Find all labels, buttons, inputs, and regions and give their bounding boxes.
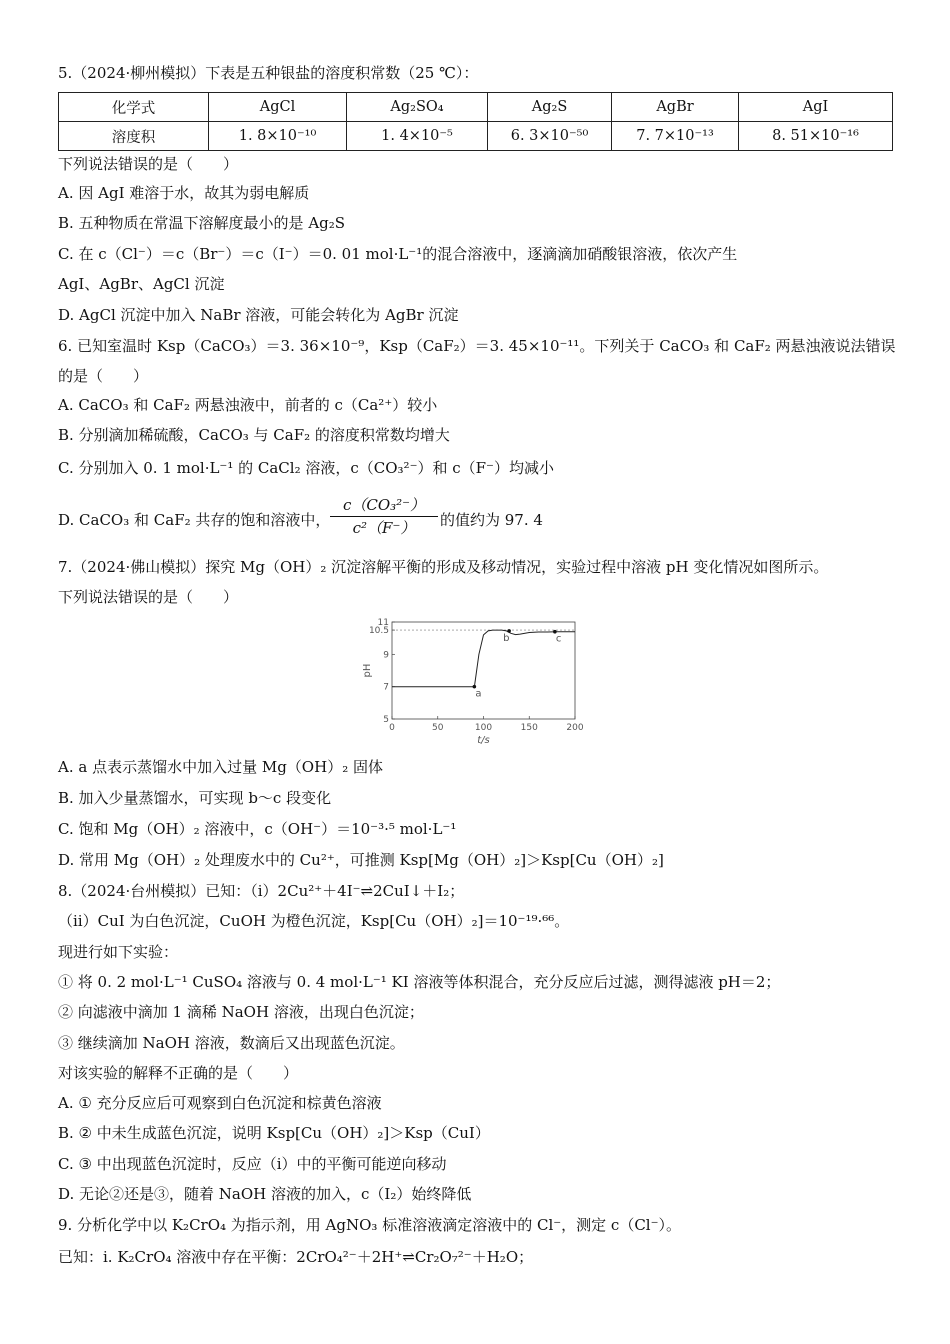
table-row bbox=[59, 122, 893, 151]
point-label-b: b bbox=[503, 632, 510, 644]
q7-option-b: B. 加入少量蒸馏水，可实现 b～c 段变化 bbox=[58, 789, 332, 807]
q8-question: 对该实验的解释不正确的是（ ） bbox=[58, 1064, 299, 1082]
y-tick-label: 7 bbox=[383, 682, 389, 693]
q6-option-d: D. CaCO₃ 和 CaF₂ 共存的饱和溶液中， bbox=[58, 511, 331, 529]
table-cell: AgBr bbox=[612, 93, 739, 122]
q8-experiment-2: ② 向滤液中滴加 1 滴稀 NaOH 溶液，出现白色沉淀； bbox=[58, 1003, 424, 1021]
q5-option-d: D. AgCl 沉淀中加入 NaBr 溶液，可能会转化为 AgBr 沉淀 bbox=[58, 306, 459, 324]
q5-option-c-cont: AgI、AgBr、AgCl 沉淀 bbox=[58, 275, 225, 293]
x-tick-label: 150 bbox=[520, 723, 538, 733]
table-cell: 化学式 bbox=[59, 93, 209, 122]
q8-option-c: C. ③ 中出现蓝色沉淀时，反应（ⅰ）中的平衡可能逆向移动 bbox=[58, 1155, 447, 1173]
q8-stem: 8.（2024·台州模拟）已知：（ⅰ）2Cu²⁺＋4I⁻⇌2CuI↓＋I₂； bbox=[58, 882, 465, 900]
q5-option-c: C. 在 c（Cl⁻）＝c（Br⁻）＝c（I⁻）＝0. 01 mol·L⁻¹的混合溶液中，逐滴滴加硝酸银溶液，依次产生 bbox=[58, 245, 738, 263]
q6-option-d-tail: 的值约为 97. 4 bbox=[440, 511, 543, 529]
q7-stem: 7.（2024·佛山模拟）探究 Mg（OH）₂ 沉淀溶解平衡的形成及移动情况，实验过程中溶液 pH 变化情况如图所示。 bbox=[58, 558, 829, 576]
table-header-row bbox=[59, 93, 893, 122]
fraction-denominator: c²（F⁻） bbox=[352, 519, 416, 537]
q9-stem: 9. 分析化学中以 K₂CrO₄ 为指示剂，用 AgNO₃ 标准溶液滴定溶液中的 Cl⁻，测定 c（Cl⁻）。 bbox=[58, 1216, 682, 1234]
table-cell: AgCl bbox=[209, 93, 347, 122]
q6-option-a: A. CaCO₃ 和 CaF₂ 两悬浊液中，前者的 c（Ca²⁺）较小 bbox=[58, 396, 438, 414]
q5-stem: 5.（2024·柳州模拟）下表是五种银盐的溶度积常数（25 ℃）： bbox=[58, 64, 479, 82]
y-tick-label: 9 bbox=[383, 650, 389, 661]
q5-question: 下列说法错误的是（ ） bbox=[58, 155, 239, 173]
point-label-a: a bbox=[475, 688, 482, 700]
table-cell: 1. 4×10⁻⁵ bbox=[347, 122, 488, 151]
fraction-numerator: c（CO₃²⁻） bbox=[330, 494, 438, 517]
q9-known: 已知：ⅰ. K₂CrO₄ 溶液中存在平衡：2CrO₄²⁻＋2H⁺⇌Cr₂O₇²⁻＋H₂O； bbox=[58, 1248, 534, 1266]
point-label-c: c bbox=[555, 633, 562, 645]
q8-option-a: A. ① 充分反应后可观察到白色沉淀和棕黄色溶液 bbox=[58, 1094, 382, 1112]
q8-stem-3: 现进行如下实验： bbox=[58, 943, 179, 961]
q7-option-d: D. 常用 Mg（OH）₂ 处理废水中的 Cu²⁺，可推测 Ksp[Mg（OH）₂]＞Ksp[Cu（OH）₂] bbox=[58, 851, 664, 869]
q5-option-a: A. 因 AgI 难溶于水，故其为弱电解质 bbox=[58, 184, 310, 202]
solubility-product-table bbox=[58, 92, 893, 151]
x-tick-label: 50 bbox=[432, 723, 444, 733]
y-axis-label: pH bbox=[362, 663, 373, 678]
table-cell: 8. 51×10⁻¹⁶ bbox=[739, 122, 893, 151]
q7-option-c: C. 饱和 Mg（OH）₂ 溶液中，c（OH⁻）＝10⁻³·⁵ mol·L⁻¹ bbox=[58, 820, 457, 838]
q7-stem-cont: 下列说法错误的是（ ） bbox=[58, 588, 239, 606]
q6-stem-cont: 的是（ ） bbox=[58, 367, 149, 385]
table-cell: 7. 7×10⁻¹³ bbox=[612, 122, 739, 151]
q6-option-b: B. 分别滴加稀硫酸，CaCO₃ 与 CaF₂ 的溶度积常数均增大 bbox=[58, 426, 450, 444]
x-tick-label: 200 bbox=[566, 723, 584, 733]
q7-option-a: A. a 点表示蒸馏水中加入过量 Mg（OH）₂ 固体 bbox=[58, 758, 383, 776]
q8-option-d: D. 无论②还是③，随着 NaOH 溶液的加入，c（I₂）始终降低 bbox=[58, 1185, 472, 1203]
x-tick-label: 0 bbox=[389, 723, 395, 733]
y-tick-label: 5 bbox=[383, 715, 389, 725]
y-tick-label: 10.5 bbox=[368, 626, 389, 637]
q6-option-c: C. 分别加入 0. 1 mol·L⁻¹ 的 CaCl₂ 溶液，c（CO₃²⁻）和 c（F⁻）均减小 bbox=[58, 459, 554, 477]
q6-option-d-fraction bbox=[330, 494, 438, 539]
table-cell: 溶度积 bbox=[59, 122, 209, 151]
x-axis-label: t/s bbox=[477, 735, 490, 746]
table-cell: 1. 8×10⁻¹⁰ bbox=[209, 122, 347, 151]
q5-option-b: B. 五种物质在常温下溶解度最小的是 Ag₂S bbox=[58, 214, 346, 232]
table-cell: Ag₂SO₄ bbox=[347, 93, 488, 122]
q8-option-b: B. ② 中未生成蓝色沉淀，说明 Ksp[Cu（OH）₂]＞Ksp（CuI） bbox=[58, 1124, 490, 1142]
series-line bbox=[392, 630, 575, 687]
q6-stem: 6. 已知室温时 Ksp（CaCO₃）＝3. 36×10⁻⁹，Ksp（CaF₂）＝3. 45×10⁻¹¹。下列关于 CaCO₃ 和 CaF₂ 两悬浊液说法错误 bbox=[58, 337, 896, 355]
q8-experiment-1: ① 将 0. 2 mol·L⁻¹ CuSO₄ 溶液与 0. 4 mol·L⁻¹ KI 溶液等体积混合，充分反应后过滤，测得滤液 pH＝2； bbox=[58, 973, 781, 991]
table-cell: AgI bbox=[739, 93, 893, 122]
x-tick-label: 100 bbox=[474, 723, 493, 733]
q8-stem-2: （ⅱ）CuI 为白色沉淀，CuOH 为橙色沉淀，Ksp[Cu（OH）₂]＝10⁻¹⁹·⁶⁶。 bbox=[58, 912, 570, 930]
ph-time-chart bbox=[362, 612, 592, 748]
y-tick-label: 11 bbox=[377, 618, 389, 628]
table-cell: Ag₂S bbox=[488, 93, 612, 122]
q8-experiment-3: ③ 继续滴加 NaOH 溶液，数滴后又出现蓝色沉淀。 bbox=[58, 1034, 405, 1052]
table-cell: 6. 3×10⁻⁵⁰ bbox=[488, 122, 612, 151]
